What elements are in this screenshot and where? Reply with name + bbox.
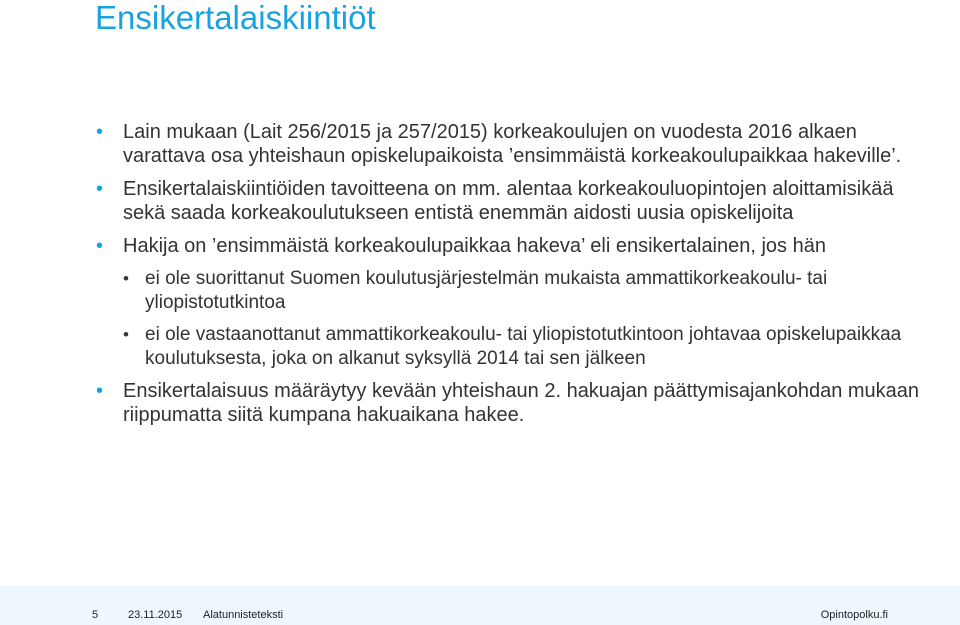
sub-bullet-text: ei ole suorittanut Suomen koulutusjärjestelmän mukaista ammattikorkeakoulu- tai yliopistotutkintoa <box>145 268 828 313</box>
bullet-text: Lain mukaan (Lait 256/2015 ja 257/2015) korkeakoulujen on vuodesta 2016 alkaen varattava osa yhteishaun opiskelupaikoista ’ensimmäistä korkeakoulupaikkaa hakeville’. <box>123 121 902 167</box>
sub-bullet-dot-icon: • <box>123 269 129 288</box>
bullet-text: Ensikertalaisuus määräytyy kevään yhteishaun 2. hakuajan päättymisajankohdan mukaan riippumatta siitä kumpana hakuaikana hakee. <box>123 380 920 426</box>
bullet-dot-icon: • <box>96 235 104 257</box>
bullet-item <box>95 177 925 225</box>
footer-date: 23.11.2015 <box>128 609 183 621</box>
bullet-dot-icon: • <box>96 121 104 143</box>
footer-brand: Opintopolku.fi <box>820 609 888 621</box>
sub-bullet-item <box>95 267 925 315</box>
bullet-item <box>95 234 925 258</box>
bullet-item <box>95 120 925 168</box>
bullet-item <box>95 379 925 427</box>
bullet-text: Hakija on ’ensimmäistä korkeakoulupaikkaa hakeva’ eli ensikertalainen, jos hän <box>123 235 826 257</box>
page-number: 5 <box>92 609 99 621</box>
slide-content <box>95 120 925 436</box>
bullet-text: Ensikertalaiskiintiöiden tavoitteena on mm. alentaa korkeakouluopintojen aloittamisikää sekä saada korkeakoulutukseen entistä enemmän aidosti uusia opiskelijoita <box>123 178 894 224</box>
bullet-dot-icon: • <box>96 380 104 402</box>
slide-footer <box>0 586 960 625</box>
sub-bullet-text: ei ole vastaanottanut ammattikorkeakoulu- tai yliopistotutkintoon johtavaa opiskelupaikkaa koulutuksesta, joka on alkanut syksyllä 2014 tai sen jälkeen <box>145 324 902 369</box>
sub-bullet-item <box>95 323 925 371</box>
sub-bullet-dot-icon: • <box>123 325 129 344</box>
footer-text: Alatunnisteteksti <box>203 609 284 621</box>
slide-title: Ensikertalaiskiintiöt <box>95 0 376 36</box>
bullet-dot-icon: • <box>96 178 104 200</box>
